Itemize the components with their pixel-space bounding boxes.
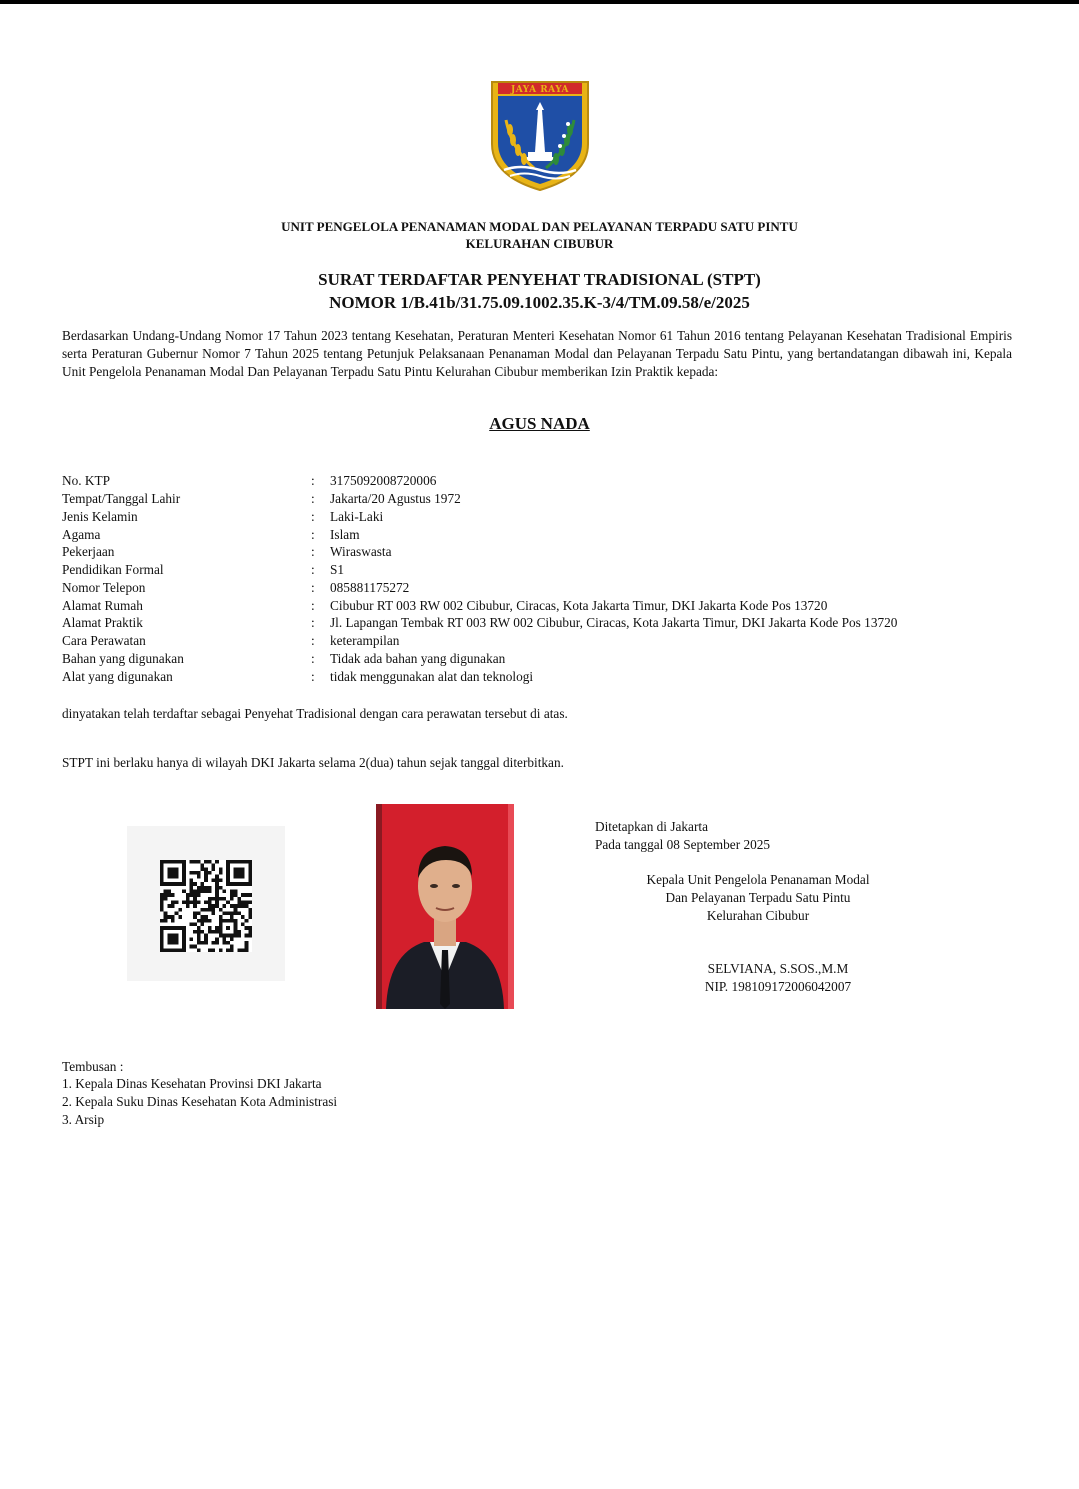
validity-statement: STPT ini berlaku hanya di wilayah DKI Jakarta selama 2(dua) tahun sejak tanggal diterbitkan. [62,755,564,770]
field-separator: : [311,598,315,613]
field-row [62,597,1052,615]
field-row [62,561,1052,579]
cc-item: 2. Kepala Suku Dinas Kesehatan Kota Administrasi [62,1094,338,1109]
field-value: keterampilan [330,633,400,648]
field-row [62,668,1052,686]
field-label: Pendidikan Formal [62,562,164,577]
field-separator: : [311,562,315,577]
field-row [62,650,1052,668]
official-name: SELVIANA, S.SOS.,M.M [707,961,849,976]
field-separator: : [311,669,315,684]
top-border [0,0,1079,4]
field-label: Jenis Kelamin [62,509,138,524]
field-separator: : [311,473,315,488]
holder-photo [376,804,514,1009]
field-separator: : [311,491,315,506]
field-value: Laki-Laki [330,509,384,524]
field-separator: : [311,509,315,524]
field-row [62,472,1052,490]
recipient-name: AGUS NADA [489,414,590,433]
field-separator: : [311,615,315,630]
qr-code [160,860,252,952]
field-separator: : [311,544,315,559]
field-row [62,543,1052,561]
official-position-line2: Dan Pelayanan Terpadu Satu Pintu [665,890,851,905]
field-row [62,508,1052,526]
cc-item: 1. Kepala Dinas Kesehatan Provinsi DKI Jakarta [62,1076,322,1091]
official-position-line3: Kelurahan Cibubur [706,908,810,923]
field-separator: : [311,633,315,648]
field-value: 3175092008720006 [330,473,437,488]
field-label: Nomor Telepon [62,580,146,595]
field-label: Tempat/Tanggal Lahir [62,491,181,506]
field-label: Pekerjaan [62,544,115,559]
field-separator: : [311,580,315,595]
emblem-text: JAYA RAYA [510,85,570,95]
document-title: SURAT TERDAFTAR PENYEHAT TRADISIONAL (STPT) [318,270,761,289]
field-row [62,526,1052,544]
issued-date: Pada tanggal 08 September 2025 [595,837,771,852]
field-label: Alat yang digunakan [62,669,173,684]
official-nip: NIP. 198109172006042007 [704,979,852,994]
field-label: Agama [62,527,101,542]
qr-code-area [127,826,285,981]
field-label: No. KTP [62,473,111,488]
field-value: Tidak ada bahan yang digunakan [330,651,506,666]
cc-heading: Tembusan : [62,1059,124,1074]
field-row [62,614,1052,632]
issued-place: Ditetapkan di Jakarta [595,819,708,834]
registration-statement: dinyatakan telah terdaftar sebagai Penyehat Tradisional dengan cara perawatan tersebut di atas. [62,706,568,721]
field-value: Wiraswasta [330,544,392,559]
field-separator: : [311,527,315,542]
document-number: NOMOR 1/B.41b/31.75.09.1002.35.K-3/4/TM.09.58/e/2025 [329,293,750,312]
intro-paragraph: Berdasarkan Undang-Undang Nomor 17 Tahun 2023 tentang Kesehatan, Peraturan Menteri Kesehatan Nomor 61 Tahun 2016 tentang Pelayanan Kesehatan Tradisional Empiris serta Peraturan Gubernur Nomor 7 Tahun 2025 tentang Petunjuk Pelaksanaan Penanaman Modal dan Pelayanan Terpadu Satu Pintu, yang bertandatangan dibawah ini, Kepala Unit Pengelola Penanaman Modal Dan Pelayanan Terpadu Satu Pintu Kelurahan Cibubur memberikan Izin Praktik kepada: [62,328,1012,379]
field-label: Cara Perawatan [62,633,146,648]
field-value: Cibubur RT 003 RW 002 Cibubur, Ciracas, Kota Jakarta Timur, DKI Jakarta Kode Pos 13720 [330,598,828,613]
jakarta-emblem-logo [490,80,590,192]
field-value: Islam [330,527,360,542]
issuing-unit-kelurahan: KELURAHAN CIBUBUR [465,236,614,251]
field-value: Jl. Lapangan Tembak RT 003 RW 002 Cibubur, Ciracas, Kota Jakarta Timur, DKI Jakarta Kode Pos 13720 [330,615,898,630]
field-label: Alamat Praktik [62,615,143,630]
field-value: tidak menggunakan alat dan teknologi [330,669,534,684]
field-separator: : [311,651,315,666]
field-row [62,490,1052,508]
field-value: 085881175272 [330,580,410,595]
field-row [62,632,1052,650]
field-value: Jakarta/20 Agustus 1972 [330,491,461,506]
field-row [62,579,1052,597]
field-label: Bahan yang digunakan [62,651,184,666]
field-label: Alamat Rumah [62,598,143,613]
field-value: S1 [330,562,345,577]
official-position: Kepala Unit Pengelola Penanaman Modal [646,872,870,887]
issuing-unit-name: UNIT PENGELOLA PENANAMAN MODAL DAN PELAYANAN TERPADU SATU PINTU [281,219,798,234]
cc-item: 3. Arsip [62,1112,105,1127]
